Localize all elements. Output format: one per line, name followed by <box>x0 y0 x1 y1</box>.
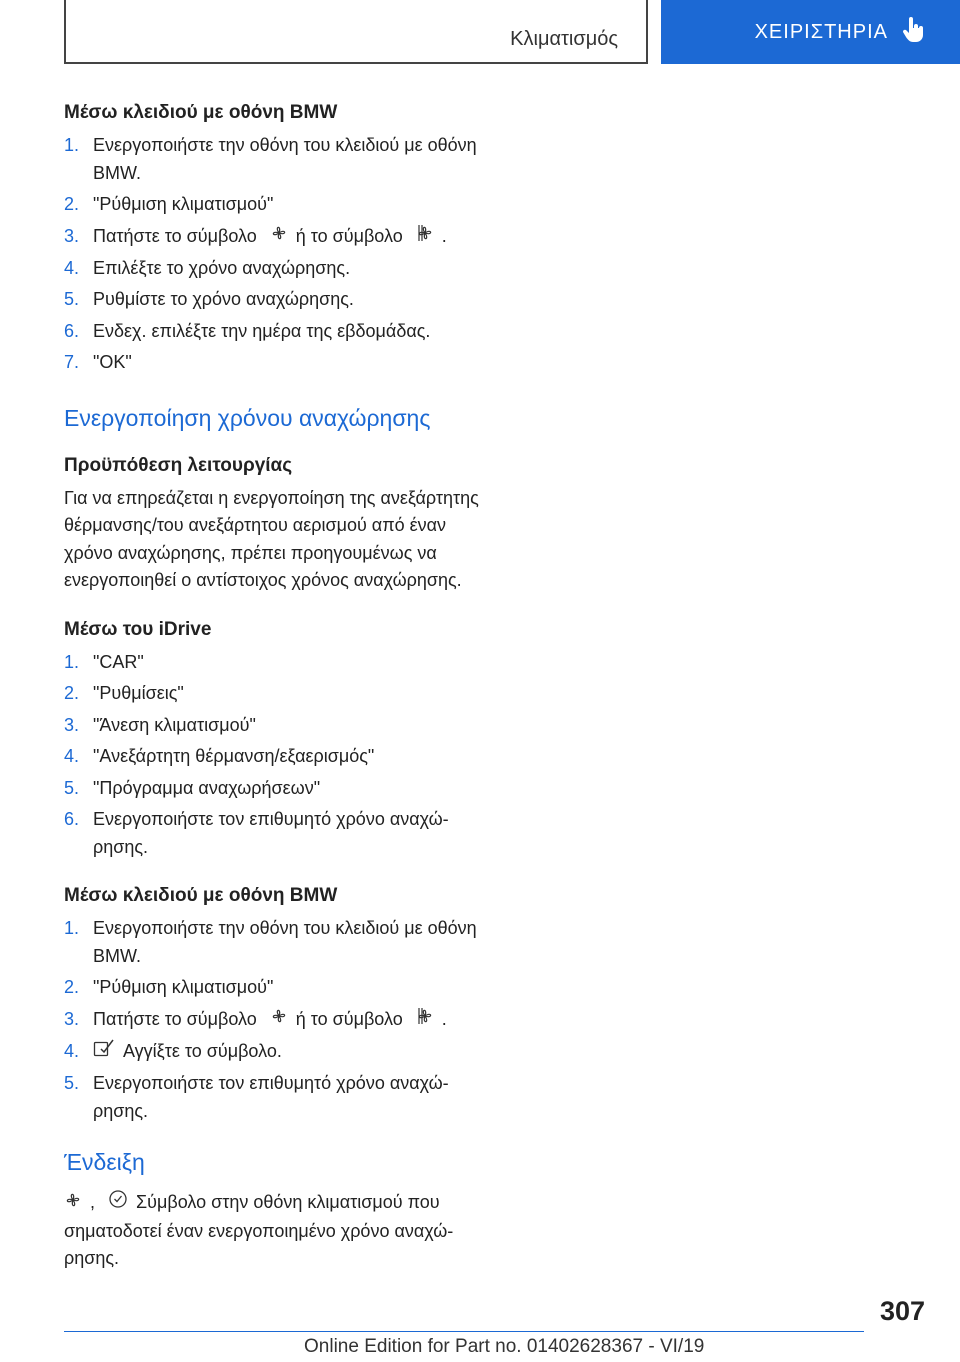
list-item <box>64 743 484 771</box>
main-content <box>64 100 484 1273</box>
block3-heading: Μέσω κλειδιού με οθόνη BMW <box>64 885 338 906</box>
step-text-post: . <box>441 1008 447 1029</box>
note-text-block <box>64 1189 484 1273</box>
step-text: "Ανεξάρτητη θέρμανση/εξαερισμός" <box>93 746 375 766</box>
step-number: 6. <box>64 809 80 829</box>
step-text: "Ρύθμιση κλιματισμού" <box>93 977 274 997</box>
list-item <box>64 1038 484 1067</box>
ventilation-symbol-icon <box>270 223 288 251</box>
header-section-box <box>64 0 648 64</box>
heating-symbol-icon <box>416 223 434 251</box>
step-text-mid: ή το σύμβολο <box>295 1008 403 1029</box>
step-text: Ενεργοποιήστε την οθόνη του κλειδιού με οθόνη BMW. <box>93 135 477 183</box>
hand-pointer-icon <box>902 17 924 48</box>
list-item <box>64 974 484 1002</box>
step-number: 6. <box>64 320 80 341</box>
list-item <box>64 191 484 219</box>
footer-divider <box>64 1331 864 1332</box>
step-text: Ενεργοποιήστε τον επιθυμητό χρόνο αναχώρησης. <box>93 1073 449 1121</box>
step-number: 2. <box>64 194 80 214</box>
list-item <box>64 223 484 251</box>
edit-checkbox-icon <box>93 1038 115 1067</box>
chapter-tab[interactable] <box>661 0 960 64</box>
prereq-text: Για να επηρεάζεται η ενεργοποίηση της ανεξάρτητης θέρμανσης/του ανεξάρτητου αερισμού από έναν χρόνο αναχώρησης, πρέπει προηγουμένως να ενεργοποιηθεί ο αντίστοιχος χρόνος αναχώρησης. <box>64 487 479 590</box>
list-item <box>64 712 484 740</box>
block3-steps <box>64 915 484 1125</box>
block2-heading: Μέσω του iDrive <box>64 618 212 640</box>
list-item <box>64 255 484 283</box>
ventilation-symbol-icon <box>64 1190 82 1218</box>
step-text: Ενεργοποιήστε την οθόνη του κλειδιού με οθόνη BMW. <box>93 918 477 966</box>
list-item <box>64 649 484 677</box>
step-text: "Ρυθμίσεις" <box>93 683 184 703</box>
list-item <box>64 1070 484 1125</box>
step-number: 2. <box>64 683 80 703</box>
step-text: Αγγίξτε το σύμβολο. <box>123 1040 282 1061</box>
step-text: Επιλέξτε το χρόνο αναχώρησης. <box>93 257 351 278</box>
step-number: 4. <box>64 746 80 766</box>
block1-heading: Μέσω κλειδιού με οθόνη BMW <box>64 102 338 123</box>
step-number: 3. <box>64 714 80 735</box>
step-text-pre: Πατήστε το σύμβολο <box>93 1008 257 1029</box>
step-text-mid: ή το σύμβολο <box>295 225 403 246</box>
section-title: Κλιματισμός <box>510 28 618 50</box>
list-item <box>64 132 484 187</box>
step-text: "OK" <box>93 352 132 372</box>
chapter-tab-label: ΧΕΙΡΙΣΤΗΡΙΑ <box>754 20 888 43</box>
block1-steps <box>64 132 484 377</box>
list-item <box>64 775 484 803</box>
step-text: "Ρύθμιση κλιματισμού" <box>93 194 274 214</box>
step-text: "Πρόγραμμα αναχωρήσεων" <box>93 777 321 798</box>
step-text: "CAR" <box>93 651 144 672</box>
step-number: 4. <box>64 1040 80 1061</box>
list-item <box>64 286 484 314</box>
section-heading: Ενεργοποίηση χρόνου αναχώρησης <box>64 404 431 431</box>
ventilation-symbol-icon <box>270 1006 288 1034</box>
step-number: 2. <box>64 977 80 997</box>
step-number: 4. <box>64 257 80 278</box>
heating-symbol-icon <box>416 1006 434 1034</box>
step-text-pre: Πατήστε το σύμβολο <box>93 225 257 246</box>
step-number: 1. <box>64 135 80 155</box>
step-number: 7. <box>64 352 80 372</box>
step-text: Ενεργοποιήστε τον επιθυμητό χρόνο αναχώρησης. <box>93 809 449 857</box>
page-number: 307 <box>879 1296 925 1326</box>
step-text: "Άνεση κλιματισμού" <box>93 714 256 735</box>
note-text: Σύμβολο στην οθόνη κλιματισμού που σηματοδοτεί έναν ενεργοποιημένο χρόνο αναχώρησης. <box>64 1192 454 1268</box>
clock-icon <box>108 1189 128 1218</box>
step-number: 1. <box>64 651 80 672</box>
list-item <box>64 680 484 708</box>
list-item <box>64 349 484 377</box>
note-separator: , <box>90 1192 96 1212</box>
step-text-post: . <box>441 225 447 246</box>
list-item <box>64 915 484 970</box>
step-text: Ενδεχ. επιλέξτε την ημέρα της εβδομάδας. <box>93 320 431 341</box>
list-item <box>64 806 484 861</box>
list-item <box>64 318 484 346</box>
step-number: 3. <box>64 1008 80 1029</box>
step-number: 3. <box>64 225 80 246</box>
list-item <box>64 1006 484 1034</box>
block2-steps <box>64 649 484 862</box>
edition-text: Online Edition for Part no. 01402628367 - VI/19 <box>304 1336 705 1357</box>
note-heading: Ένδειξη <box>64 1149 145 1175</box>
step-text: Ρυθμίστε το χρόνο αναχώρησης. <box>93 289 354 309</box>
step-number: 5. <box>64 289 80 309</box>
step-number: 1. <box>64 918 80 938</box>
step-number: 5. <box>64 1073 80 1093</box>
step-number: 5. <box>64 777 80 798</box>
prereq-heading: Προϋπόθεση λειτουργίας <box>64 454 293 476</box>
